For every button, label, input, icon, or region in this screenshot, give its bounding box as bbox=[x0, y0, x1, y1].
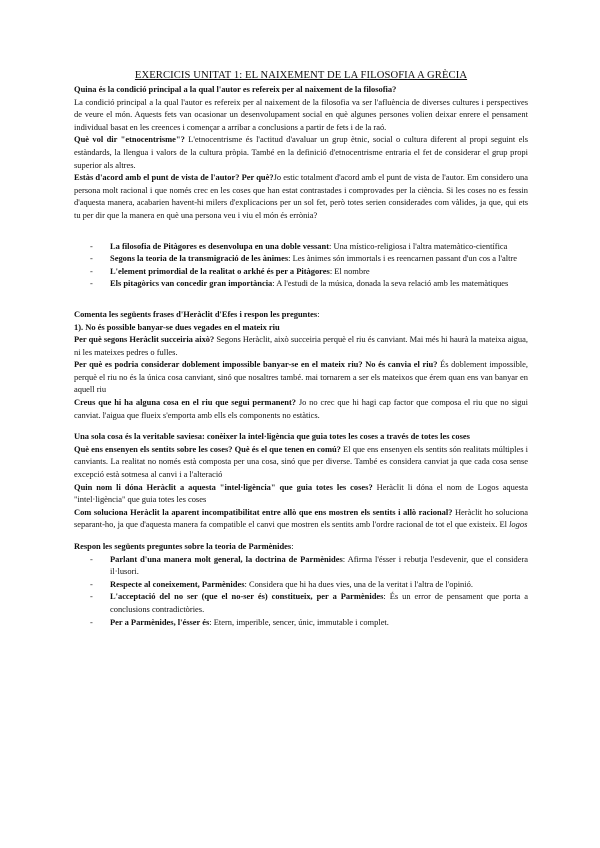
section-intro-colon: : bbox=[291, 541, 294, 551]
list-item bbox=[74, 616, 528, 629]
answer-text: Segons Heràclit, això succeiria perquè el riu és canviant. Mai més hi haurà la mateixa aigua, ni les mateixes pedres o fulles. bbox=[74, 334, 528, 357]
question-text: Creus que hi ha alguna cosa en el riu que segui permanent? bbox=[74, 397, 296, 408]
list-item-text: : Afirma l'ésser i rebutja l'esdevenir, que el considera il·lusori. bbox=[110, 553, 528, 577]
section-intro-text: Respon les següents preguntes sobre la teoria de Parmènides bbox=[74, 541, 292, 551]
list-item bbox=[74, 277, 528, 290]
section-heading-text: 1). No és possible banyar-se dues vegades en el mateix riu bbox=[74, 321, 280, 332]
question-text: Per què es podria considerar doblement impossible banyar-se en el mateix riu? No és canvia el riu? bbox=[74, 359, 438, 370]
question-text: Estàs d'acord amb el punt de vista de l'autor? Per què? bbox=[74, 172, 274, 183]
list-item-lead: Els pitagòrics van concedir gran importància bbox=[110, 278, 273, 289]
section-intro-text: Comenta les següents frases d'Heràclit d'Efes i respon les preguntes bbox=[74, 308, 318, 319]
question-text: Quin nom li dóna Heràclit a aquesta "intel·ligència" que guia totes les coses? bbox=[74, 481, 373, 492]
list-item bbox=[74, 240, 528, 253]
list-item-lead: Segons la teoria de la transmigració de les ànimes bbox=[110, 253, 289, 264]
answer-text: Heràclit li dóna el nom de Logos aquesta "intel·ligència" que guia totes les coses bbox=[74, 481, 528, 505]
answer-text: El que ens ensenyen els sentits són realitats múltiples i canviants. La realitat no només està composta per una cosa, sinó que per diverse. També es considera canviat ja que cada cosa sense excepció està sotmesa al canvi i a l'alteració bbox=[74, 443, 528, 480]
list-item-lead: Per a Parmènides, l'ésser és bbox=[110, 616, 210, 627]
question-paragraph bbox=[74, 83, 528, 96]
list-item-text: : A l'estudi de la música, donada la seva relació amb les matemàtiques bbox=[272, 278, 509, 289]
list-item-lead: L'element primordial de la realitat o arkhé és per a Pitàgores bbox=[110, 265, 330, 276]
section-heading-text: Una sola cosa és la veritable saviesa: conèixer la intel·ligència que guia totes les coses a través de totes les coses bbox=[74, 431, 470, 442]
question-answer-paragraph bbox=[74, 506, 528, 531]
question-answer-paragraph bbox=[74, 133, 528, 171]
document-page bbox=[74, 70, 528, 628]
list-item-lead: Respecte al coneixement, Parmènides bbox=[110, 578, 245, 589]
section-heading bbox=[74, 430, 528, 443]
list-item-lead: Parlant d'una manera molt general, la doctrina de Parmènides bbox=[110, 553, 343, 564]
parmenides-list bbox=[74, 553, 528, 629]
list-item-text: : El nombre bbox=[329, 265, 370, 276]
list-item-text: : Etern, imperible, sencer, únic, immutable i complet. bbox=[209, 616, 389, 627]
list-item bbox=[74, 553, 528, 578]
section-heading bbox=[74, 321, 528, 334]
answer-paragraph: La condició principal a la qual l'autor es refereix per al naixement de la filosofia va ser l'afluència de diverses cultures i perspectives de veure el món. Aquests fets van ocasionar un desenvolupament social en què algunes persones volien deixar enrere el pensament individual basat en les creences i començar a arribar a conclusions a partir de fets i de la raó. bbox=[74, 96, 528, 132]
list-item-lead: L'acceptació del no ser (que el no-ser és) constitueix, per a Parmènides bbox=[110, 591, 384, 602]
answer-text: És doblement impossible, perquè el riu no és la única cosa canviant, sinó que nosaltres també. mai tornarem a ser els mateixos que érem quan ens van banyar en aquell riu bbox=[74, 359, 528, 395]
section-intro bbox=[74, 308, 528, 321]
question-text: Com soluciona Heràclit la aparent incompatibilitat entre allò que ens mostren els sentits i allò racional? bbox=[74, 506, 453, 517]
answer-text: Jo no crec que hi hagi cap factor que composa el riu que no sigui canviat. l'aigua que flueix s'emporta amb ells els components no estàtics. bbox=[74, 397, 528, 420]
answer-text: L'etnocentrisme és l'actitud d'avaluar un grup ètnic, social o cultura diferent al propi seguint els estàndards, la llengua i valors de la cultura pròpia. També en la definició d'etnocentrisme entraria el fet de considerar el grup propi superior als altres. bbox=[74, 134, 528, 170]
document-title: EXERCICIS UNITAT 1: EL NAIXEMENT DE LA FILOSOFIA A GRÈCIA bbox=[134, 70, 468, 81]
list-item-text: : Considera que hi ha dues vies, una de la veritat i l'altra de l'opinió. bbox=[244, 578, 473, 589]
list-item bbox=[74, 252, 528, 265]
section-intro bbox=[74, 540, 528, 553]
question-text: Per què segons Heràclit succeiria això? bbox=[74, 334, 215, 345]
list-item bbox=[74, 265, 528, 278]
question-answer-paragraph bbox=[74, 481, 528, 506]
question-text: Què ens ensenyen els sentits sobre les coses? Què és el que tenen en comú? bbox=[74, 443, 341, 454]
list-item bbox=[74, 590, 528, 615]
question-answer-paragraph bbox=[74, 396, 528, 421]
answer-text: Jo estic totalment d'acord amb el punt de vista de l'autor. Em considero una persona molt racional i que només crec en les coses que han estat contrastades i comprovades per la ciència. Si les coses no es fessin d'aquesta manera, acabarien havent-hi milers d'explicacions per un sol fet, però totes serien considerades com vàlides, ja que, qui ets tu per dir que la manera en què una persona veu i viu el món és errònia? bbox=[74, 172, 528, 220]
question-answer-paragraph bbox=[74, 358, 528, 396]
list-item-text: : És un error de pensament que porta a conclusions contradictòries. bbox=[110, 591, 529, 614]
question-answer-paragraph bbox=[74, 333, 528, 358]
section-intro-colon: : bbox=[317, 308, 320, 319]
pythagoras-list bbox=[74, 240, 528, 290]
answer-text: Heràclit ho soluciona separant-ho, ja que d'aquesta manera fa compatible el canvi que mostren els sentits amb l'ordre racional de tot el que existeix. El bbox=[74, 506, 528, 530]
question-answer-paragraph bbox=[74, 443, 528, 481]
question-answer-paragraph bbox=[74, 171, 528, 221]
answer-italic: logos bbox=[509, 519, 528, 530]
question-text: Què vol dir "etnocentrisme"? bbox=[74, 134, 185, 145]
list-item bbox=[74, 578, 528, 591]
list-item-lead: La filosofia de Pitàgores es desenvolupa en una doble vessant bbox=[110, 240, 330, 251]
list-item-text: : Les ànimes són immortals i es reencarnen passant d'un cos a l'altre bbox=[288, 253, 518, 264]
question-text: Quina és la condició principal a la qual l'autor es refereix per al naixement de la filosofia? bbox=[74, 84, 397, 94]
list-item-text: : Una místico-religiosa i l'altra matemàtico-científica bbox=[329, 240, 508, 251]
